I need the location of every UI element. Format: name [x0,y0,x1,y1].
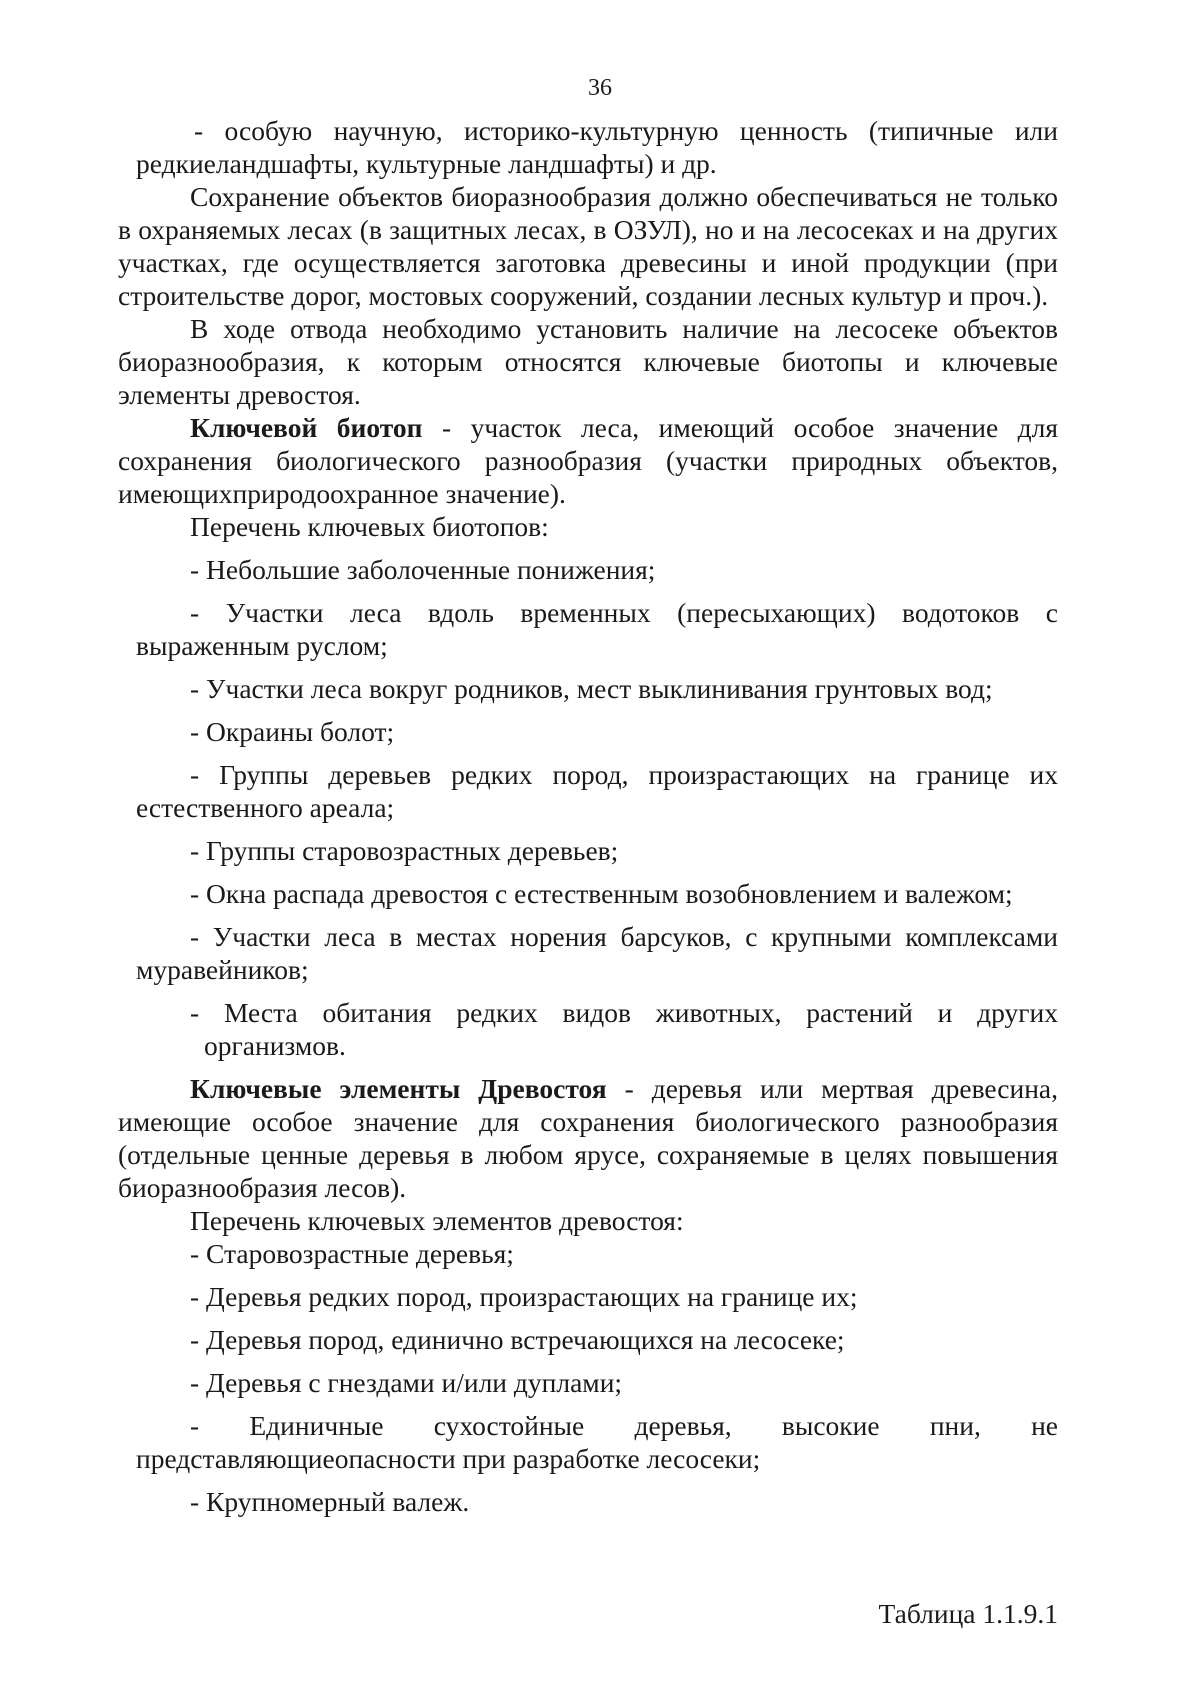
paragraph-key-elements-definition [118,1072,1058,1204]
page-content [118,114,1058,1518]
biotope-list-title: Перечень ключевых биотопов: [190,511,549,542]
list-item: - Старовозрастные деревья; [190,1238,514,1269]
list-item: - Деревья пород, единично встречающихся на лесосеке; [190,1324,845,1355]
list-item: - Участки леса вдоль временных (пересыхающих) водотоков с выраженным руслом; [136,597,1058,661]
list-item: - Места обитания редких видов животных, растений и других организмов. [190,997,1058,1061]
list-item: - Окна распада древостоя с естественным возобновлением и валежом; [190,878,1013,909]
list-item: - Крупномерный валеж. [190,1486,470,1517]
term-key-elements: Ключевые элементы Древостоя [190,1073,607,1104]
paragraph-allotment: В ходе отвода необходимо установить наличие на лесосеке объектов биоразнообразия, к которым относятся ключевые биотопы и ключевые элементы древостоя. [118,313,1058,410]
list-item: - Небольшие заболоченные понижения; [190,554,656,585]
key-biotope-definition: - участок леса, имеющий особое значение для сохранения биологического разнообразия (участки природных объектов, имеющихприродоохранное значение). [118,412,1059,509]
list-item: - Окраины болот; [190,716,395,747]
paragraph-heritage-value: - особую научную, историко-культурную ценность (типичные или редкиеландшафты, культурные ландшафты) и др. [136,115,1058,179]
paragraph-key-biotope-definition [118,411,1058,510]
table-caption: Таблица 1.1.9.1 [878,1598,1058,1629]
list-item: - Группы старовозрастных деревьев; [190,835,619,866]
list-item: - Участки леса в местах норения барсуков, с крупными комплексами муравейников; [136,921,1058,985]
list-item: - Участки леса вокруг родников, мест выклинивания грунтовых вод; [190,673,993,704]
term-key-biotope: Ключевой биотоп [190,412,423,443]
list-item: - Единичные сухостойные деревья, высокие пни, не представляющиеопасности при разработке лесосеки; [136,1410,1058,1474]
paragraph-conservation: Сохранение объектов биоразнообразия должно обеспечиваться не только в охраняемых лесах (в защитных лесах, в ОЗУЛ), но и на лесосеках и на других участках, где осуществляется заготовка древесины и иной продукции (при строительстве дорог, мостовых сооружений, создании лесных культур и проч.). [118,181,1058,311]
page-number: 36 [588,75,612,101]
list-item: - Деревья с гнездами и/или дуплами; [190,1367,623,1398]
list-item: - Группы деревьев редких пород, произрастающих на границе их естественного ареала; [136,759,1058,823]
key-elements-definition: - деревья или мертвая древесина, имеющие особое значение для сохранения биологического разнообразия (отдельные ценные деревья в любом ярусе, сохраняемые в целях повышения биоразнообразия лесов). [118,1073,1059,1203]
list-item: - Деревья редких пород, произрастающих на границе их; [190,1281,858,1312]
elements-list-title: Перечень ключевых элементов древостоя: [190,1205,684,1236]
